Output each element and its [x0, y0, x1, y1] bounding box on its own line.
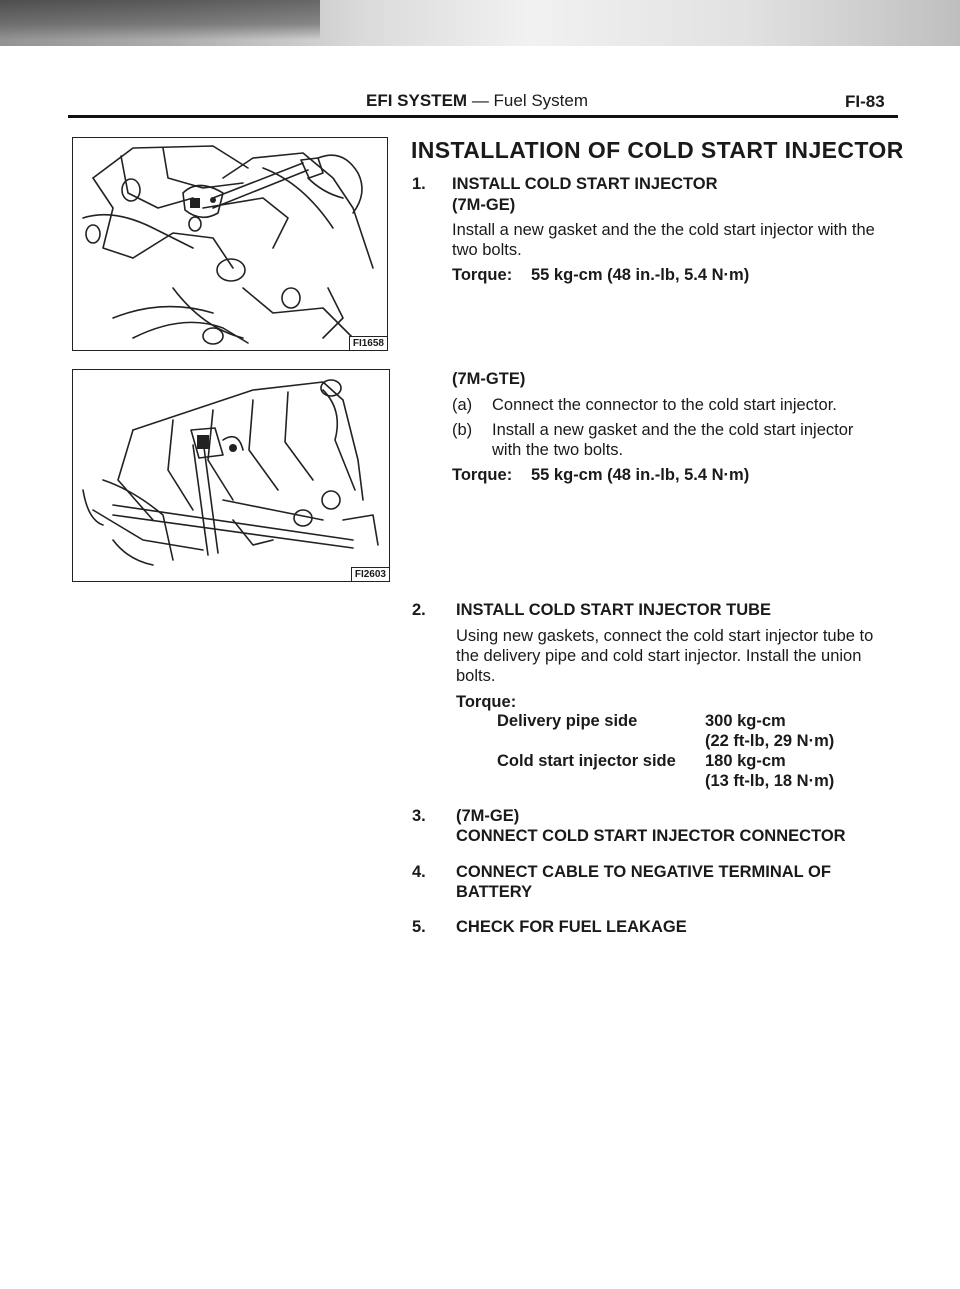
figure-code: FI1658 — [349, 336, 387, 350]
header-separator: — — [471, 91, 489, 110]
step-4-line2: BATTERY — [456, 883, 533, 901]
step-4-number: 4. — [412, 863, 426, 881]
step-1-body-line2: two bolts. — [452, 241, 522, 259]
step-1-gte-b-text-line2: with the two bolts. — [492, 441, 624, 459]
figure-cold-start-injector-7m-gte — [72, 369, 390, 582]
step-4-line1: CONNECT CABLE TO NEGATIVE TERMINAL OF — [456, 863, 831, 881]
torque-row-value: 300 kg-cm — [705, 712, 786, 730]
torque-row-value-alt: (22 ft-lb, 29 N·m) — [705, 732, 835, 750]
figure-code: FI2603 — [351, 567, 389, 581]
torque-row-side: Delivery pipe side — [497, 712, 638, 730]
header-rule — [68, 115, 898, 118]
step-1-heading: INSTALL COLD START INJECTOR — [452, 175, 718, 193]
step-1-gte-b-text-line1: Install a new gasket and the the cold start injector — [492, 421, 854, 439]
page-number: FI-83 — [845, 92, 885, 111]
scan-artifact-shadow — [0, 0, 320, 40]
step-1-number: 1. — [412, 175, 426, 193]
figure-cold-start-injector-7m-ge — [72, 137, 388, 351]
torque-row-value: 180 kg-cm — [705, 752, 786, 770]
step-2-body-line1: Using new gaskets, connect the cold start injector tube to — [456, 627, 874, 645]
step-2-body-line2: the delivery pipe and cold start injector. Install the union — [456, 647, 862, 665]
step-3-line1: (7M-GE) — [456, 807, 520, 825]
engine-illustration-1 — [73, 138, 387, 350]
step-1-torque-value: 55 kg-cm (48 in.-lb, 5.4 N·m) — [531, 266, 750, 284]
engine-illustration-2 — [73, 370, 389, 581]
step-1-gte-torque-value: 55 kg-cm (48 in.-lb, 5.4 N·m) — [531, 466, 750, 484]
header-subsystem: Fuel System — [493, 91, 589, 110]
step-5-number: 5. — [412, 918, 426, 936]
step-5-line1: CHECK FOR FUEL LEAKAGE — [456, 918, 687, 936]
step-1-body-line1: Install a new gasket and the the cold start injector with the — [452, 221, 875, 239]
step-1-gte-heading: (7M-GTE) — [452, 370, 526, 388]
header-system: EFI SYSTEM — [366, 91, 468, 110]
step-3-number: 3. — [412, 807, 426, 825]
torque-row-side: Cold start injector side — [497, 752, 676, 770]
section-title: INSTALLATION OF COLD START INJECTOR — [411, 137, 904, 163]
step-1-heading-variant: (7M-GE) — [452, 196, 516, 214]
step-2-body-line3: bolts. — [456, 667, 496, 685]
step-3-line2: CONNECT COLD START INJECTOR CONNECTOR — [456, 827, 846, 845]
step-1-gte-torque-label: Torque: — [452, 466, 513, 484]
step-1-gte-b-label: (b) — [452, 421, 473, 439]
step-1-torque-label: Torque: — [452, 266, 513, 284]
step-1-gte-a-label: (a) — [452, 396, 473, 414]
torque-row-value-alt: (13 ft-lb, 18 N·m) — [705, 772, 835, 790]
step-2-number: 2. — [412, 601, 426, 619]
page-header-title — [366, 91, 588, 111]
step-2-heading: INSTALL COLD START INJECTOR TUBE — [456, 601, 772, 619]
step-1-gte-a-text: Connect the connector to the cold start injector. — [492, 396, 837, 414]
step-2-torque-label: Torque: — [456, 693, 517, 711]
